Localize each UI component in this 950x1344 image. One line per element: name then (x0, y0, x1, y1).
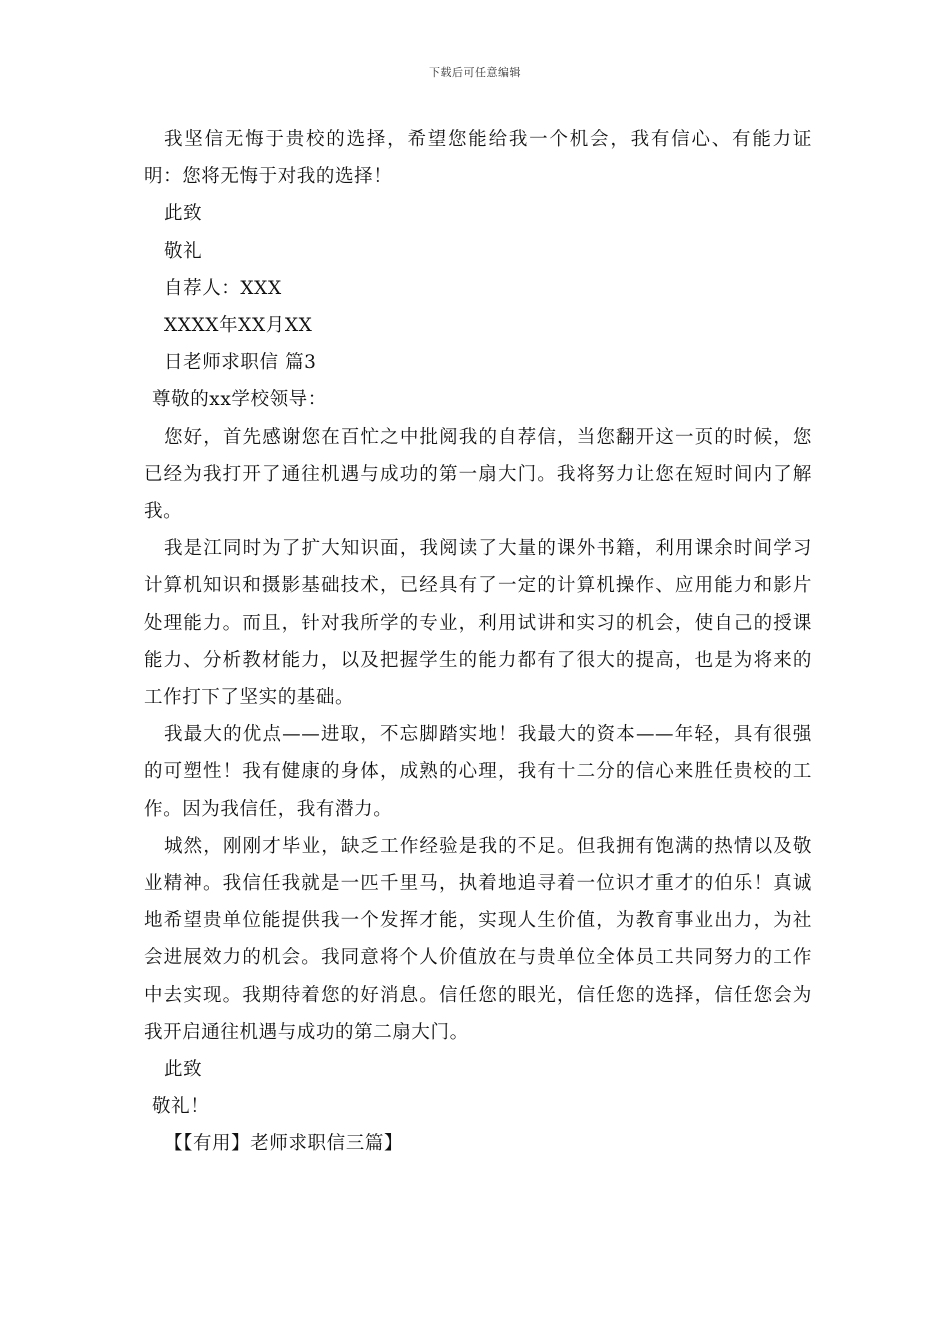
paragraph-honest: 城然，刚刚才毕业，缺乏工作经验是我的不足。但我拥有饱满的热情以及敬业精神。我信任我就是一匹千里马，执着地追寻着一位识才重才的伯乐！真诚地希望贵单位能提供我一个发挥才能，实现人生价值，为教育事业出力，为社会进展效力的机会。我同意将个人价值放在与贵单位全体员工共同努力的工作中去实现。我期待着您的好消息。信任您的眼光，信任您的选择，信任您会为我开启通往机遇与成功的第二扇大门。 (144, 835, 812, 1043)
salutation-line-2: 敬礼！ (152, 1096, 210, 1118)
footer-title: 【【有用】老师求职信三篇】 (164, 1133, 404, 1155)
greeting-line: 尊敬的xx学校领导： (152, 389, 327, 411)
closing-line: 此致 (164, 203, 203, 225)
paragraph-strengths: 我最大的优点——进取，不忘脚踏实地！我最大的资本——年轻，具有很强的可塑性！我有健康的身体，成熟的心理，我有十二分的信心来胜任贵校的工作。因为我信任，我有潜力。 (144, 724, 812, 820)
paragraph-belief: 我坚信无悔于贵校的选择，希望您能给我一个机会，我有信心、有能力证明：您将无悔于对我的选择！ (144, 129, 812, 188)
salutation-line: 敬礼 (164, 240, 203, 262)
signer-line: 自荐人：XXX (164, 277, 282, 299)
letter-body (144, 121, 812, 1163)
section-title: 日老师求职信 篇3 (164, 352, 317, 374)
closing-line-2: 此致 (164, 1059, 203, 1081)
paragraph-intro: 您好，首先感谢您在百忙之中批阅我的自荐信，当您翻开这一页的时候，您已经为我打开了通往机遇与成功的第一扇大门。我将努力让您在短时间内了解我。 (144, 426, 812, 523)
date-line: XXXX年XX月XX (164, 315, 313, 337)
paragraph-skills: 我是江同时为了扩大知识面，我阅读了大量的课外书籍，利用课余时间学习计算机知识和摄影基础技术，已经具有了一定的计算机操作、应用能力和影片处理能力。而且，针对我所学的专业，利用试讲和实习的机会，使自己的授课能力、分析教材能力，以及把握学生的能力都有了很大的提高，也是为将来的工作打下了坚实的基础。 (144, 538, 812, 709)
page-header-note: 下载后可任意编辑 (429, 66, 521, 79)
